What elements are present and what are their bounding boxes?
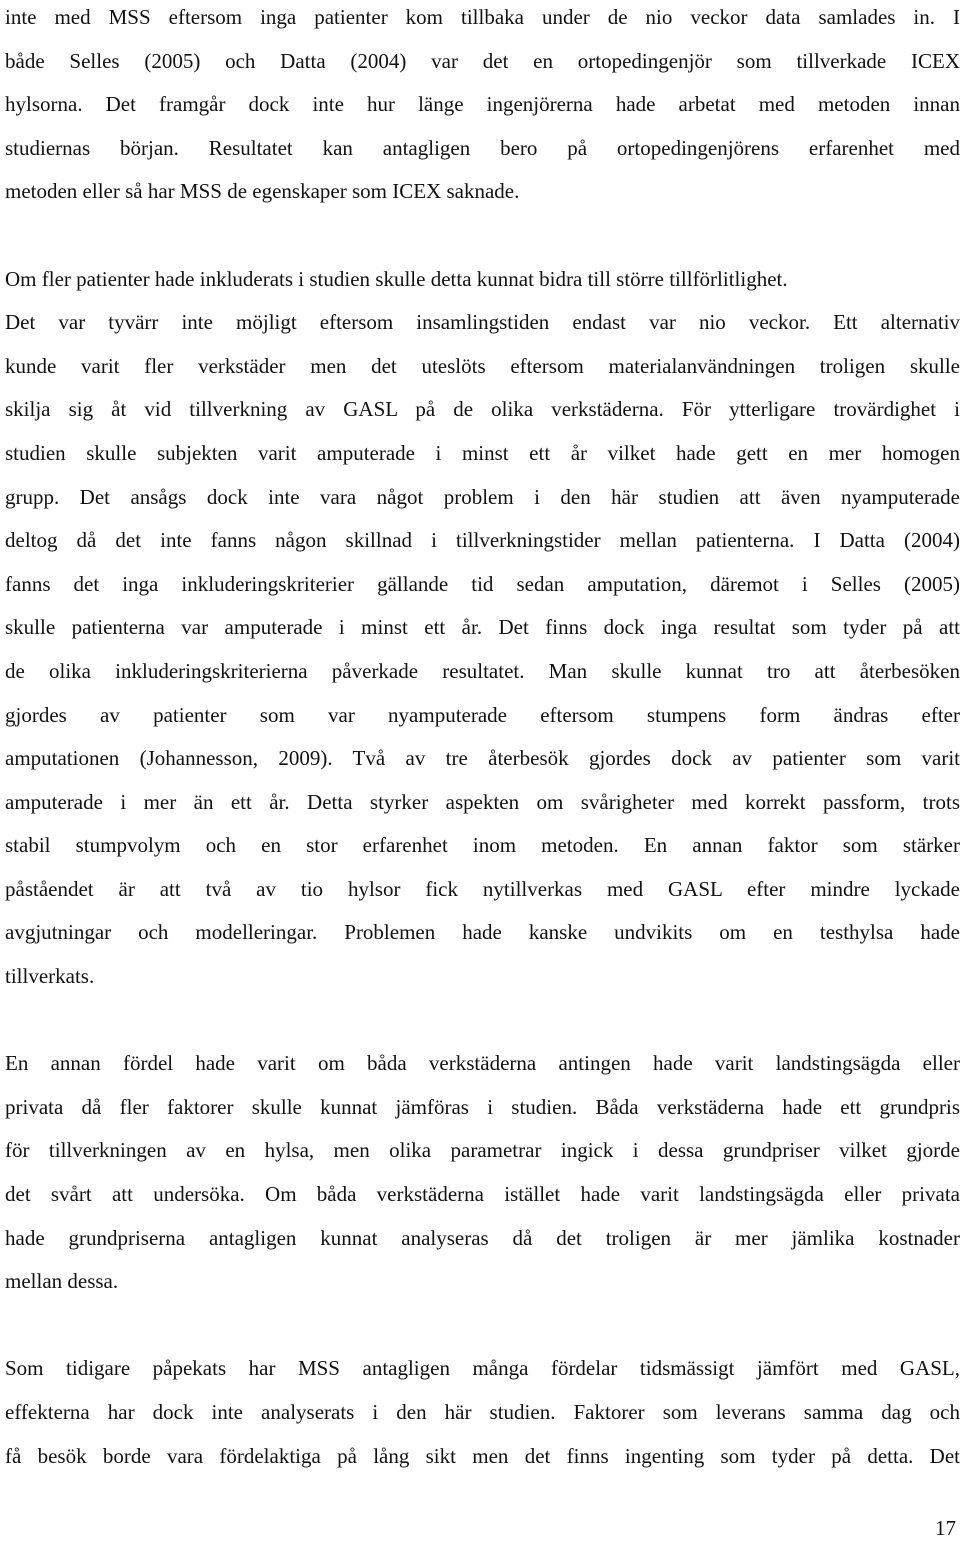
text-line: hade grundpriserna antagligen kunnat analyseras då det troligen är mer jämlika kostnader [5, 1225, 960, 1250]
text-line: både Selles (2005) och Datta (2004) var det en ortopedingenjör som tillverkade ICEX [5, 48, 960, 73]
text-line: deltog då det inte fanns någon skillnad i tillverkningstider mellan patienterna. I Datta (2004) [5, 528, 960, 553]
text-line: de olika inkluderingskriterierna påverkade resultatet. Man skulle kunnat tro att återbesöken [5, 658, 960, 683]
text-line: påståendet är att två av tio hylsor fick nytillverkas med GASL efter mindre lyckade [5, 876, 960, 901]
text-line: studien skulle subjekten varit amputerade i minst ett år vilket hade gett en mer homogen [5, 440, 960, 465]
text-line: metoden eller så har MSS de egenskaper som ICEX saknade. [5, 179, 520, 204]
text-line: få besök borde vara fördelaktiga på lång sikt men det finns ingenting som tyder på detta. Det [5, 1443, 960, 1468]
text-line: Det var tyvärr inte möjligt eftersom insamlingstiden endast var nio veckor. Ett alternativ [5, 310, 960, 335]
paragraph-1 [5, 0, 960, 214]
text-line: avgjutningar och modelleringar. Problemen hade kanske undvikits om en testhylsa hade [5, 920, 960, 945]
text-line: fanns det inga inkluderingskriterier gällande tid sedan amputation, däremot i Selles (2005) [5, 571, 960, 596]
text-line: effekterna har dock inte analyserats i den här studien. Faktorer som leverans samma dag och [5, 1400, 960, 1424]
body-text [5, 0, 960, 1482]
text-line: En annan fördel hade varit om båda verkstäderna antingen hade varit landstingsägda eller [5, 1051, 960, 1076]
text-line: Om fler patienter hade inkluderats i studien skulle detta kunnat bidra till större tillförlitlighet. [5, 266, 788, 291]
text-line: gjordes av patienter som var nyamputerade eftersom stumpens form ändras efter [5, 702, 960, 727]
paragraph-4 [5, 1347, 960, 1478]
text-line: studiernas början. Resultatet kan antagligen bero på ortopedingenjörens erfarenhet med [5, 135, 960, 160]
text-line: skulle patienterna var amputerade i minst ett år. Det finns dock inga resultat som tyder på att [5, 615, 960, 640]
text-line: tillverkats. [5, 964, 95, 989]
text-line: amputationen (Johannesson, 2009). Två av tre återbesök gjordes dock av patienter som varit [5, 746, 960, 771]
text-line: hylsorna. Det framgår dock inte hur länge ingenjörerna hade arbetat med metoden innan [5, 92, 960, 117]
paragraph-2 [5, 258, 960, 999]
text-line: skilja sig åt vid tillverkning av GASL på de olika verkstäderna. För ytterligare trovärdighet i [5, 397, 960, 422]
text-line: grupp. Det ansågs dock inte vara något problem i den här studien att även nyamputerade [5, 484, 960, 509]
text-line: privata då fler faktorer skulle kunnat jämföras i studien. Båda verkstäderna hade ett grundpris [5, 1094, 960, 1119]
paragraph-3 [5, 1042, 960, 1304]
text-line: Som tidigare påpekats har MSS antagligen många fördelar tidsmässigt jämfört med GASL, [5, 1356, 960, 1381]
text-line: mellan dessa. [5, 1269, 119, 1294]
text-line: stabil stumpvolym och en stor erfarenhet inom metoden. En annan faktor som stärker [5, 833, 960, 858]
text-line: det svårt att undersöka. Om båda verkstäderna istället hade varit landstingsägda eller privata [5, 1182, 960, 1207]
page-number: 17 [935, 1516, 956, 1540]
text-line: inte med MSS eftersom inga patienter kom tillbaka under de nio veckor data samlades in. I [5, 5, 960, 29]
text-line: kunde varit fler verkstäder men det uteslöts eftersom materialanvändningen troligen skulle [5, 353, 960, 378]
text-line: för tillverkningen av en hylsa, men olika parametrar ingick i dessa grundpriser vilket gjorde [5, 1138, 960, 1163]
text-line: amputerade i mer än ett år. Detta styrker aspekten om svårigheter med korrekt passform, trots [5, 789, 960, 814]
